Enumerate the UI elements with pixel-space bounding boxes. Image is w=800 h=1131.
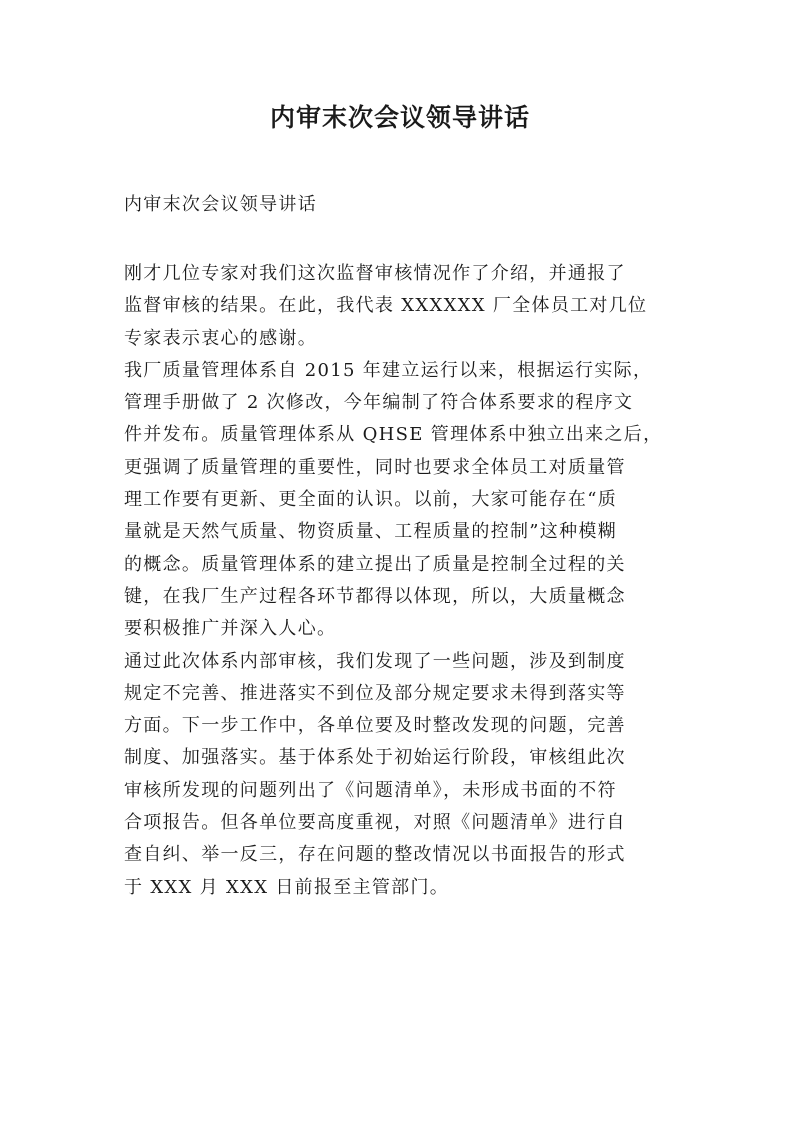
paragraph-1 (124, 258, 684, 355)
paragraph-line: 审核所发现的问题列出了《问题清单》，未形成书面的不符 (124, 779, 617, 801)
document-subtitle: 内审末次会议领导讲话 (124, 194, 317, 215)
paragraph-line: 规定不完善、推进落实不到位及部分规定要求未得到落实等 (124, 682, 626, 704)
paragraph-2 (124, 355, 684, 646)
paragraph-line: 的概念。质量管理体系的建立提出了质量是控制全过程的关 (124, 553, 626, 575)
paragraph-line: 通过此次体系内部审核，我们发现了一些问题，涉及到制度 (124, 650, 626, 672)
paragraph-line: 件并发布。质量管理体系从 QHSE 管理体系中独立出来之后， (124, 424, 663, 446)
paragraph-line: 方面。下一步工作中，各单位要及时整改发现的问题，完善 (124, 715, 626, 737)
paragraph-line: 合项报告。但各单位要高度重视，对照《问题清单》进行自 (124, 812, 626, 834)
paragraph-line: 管理手册做了 2 次修改，今年编制了符合体系要求的程序文 (124, 392, 634, 414)
paragraph-line: 理工作要有更新、更全面的认识。以前，大家可能存在“质 (124, 489, 617, 511)
paragraph-line: 查自纠、举一反三，存在问题的整改情况以书面报告的形式 (124, 844, 626, 866)
paragraph-3 (124, 646, 684, 904)
paragraph-line: 量就是天然气质量、物资质量、工程质量的控制”这种模糊 (124, 521, 617, 543)
paragraph-line: 要积极推广并深入人心。 (124, 618, 337, 640)
paragraph-line: 更强调了质量管理的重要性，同时也要求全体员工对质量管 (124, 456, 626, 478)
paragraph-line: 键，在我厂生产过程各环节都得以体现，所以，大质量概念 (124, 585, 626, 607)
paragraph-line: 我厂质量管理体系自 2015 年建立运行以来，根据运行实际， (124, 359, 653, 381)
paragraph-line: 监督审核的结果。在此，我代表 XXXXXX 厂全体员工对几位 (124, 295, 648, 317)
paragraph-line: 制度、加强落实。基于体系处于初始运行阶段，审核组此次 (124, 747, 626, 769)
paragraph-line: 专家表示衷心的感谢。 (124, 327, 317, 349)
document-body (124, 258, 684, 904)
paragraph-line: 于 XXX 月 XXX 日前报至主管部门。 (124, 876, 450, 898)
document-title: 内审末次会议领导讲话 (269, 103, 530, 132)
paragraph-line: 刚才几位专家对我们这次监督审核情况作了介绍，并通报了 (124, 263, 626, 284)
